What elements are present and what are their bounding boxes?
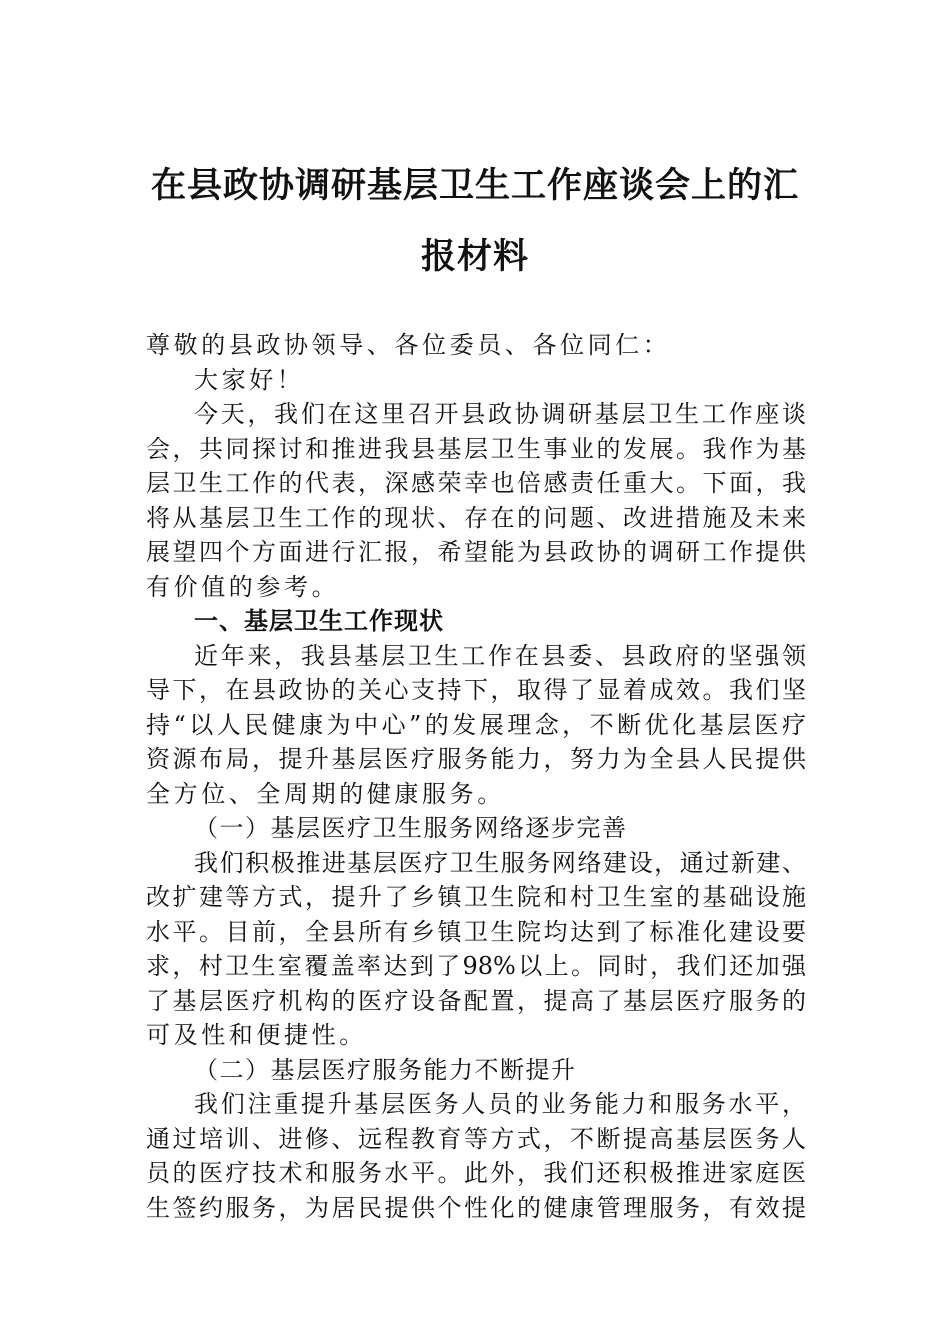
subsection-heading: （一）基层医疗卫生服务网络逐步完善 (194, 814, 628, 842)
subsection-heading: （二）基层医疗服务能力不断提升 (194, 1055, 577, 1084)
section-heading: 一、基层卫生工作现状 (194, 607, 444, 635)
paragraph-line: 了基层医疗机构的医疗设备配置，提高了基层医疗服务的 (146, 986, 806, 1015)
paragraph-line: 资源布局，提升基层医疗服务能力，努力为全县人民提供 (146, 745, 806, 773)
paragraph-line: 会，共同探讨和推进我县基层卫生事业的发展。我作为基 (146, 434, 806, 463)
paragraph-line: 全方位、全周期的健康服务。 (146, 779, 505, 808)
paragraph-line: 通过培训、进修、远程教育等方式，不断提高基层医务人 (146, 1124, 806, 1153)
paragraph-line: 有价值的参考。 (146, 572, 340, 601)
paragraph-line: 导下，在县政协的关心支持下，取得了显着成效。我们坚 (146, 676, 806, 704)
paragraph-line: 生签约服务，为居民提供个性化的健康管理服务，有效提 (146, 1193, 806, 1222)
document-title-line-1: 在县政协调研基层卫生工作座谈会上的汇 (150, 165, 799, 206)
paragraph-line: 求，村卫生室覆盖率达到了98%以上。同时，我们还加强 (146, 952, 806, 980)
paragraph-line: 员的医疗技术和服务水平。此外，我们还积极推进家庭医 (146, 1159, 806, 1187)
paragraph-line: 今天，我们在这里召开县政协调研基层卫生工作座谈 (194, 400, 806, 428)
paragraph-line: 持“以人民健康为中心”的发展理念，不断优化基层医疗 (146, 710, 806, 739)
paragraph-line: 层卫生工作的代表，深感荣幸也倍感责任重大。下面，我 (146, 469, 806, 497)
paragraph-line: 将从基层卫生工作的现状、存在的问题、改进措施及未来 (146, 503, 806, 532)
document-title-line-2: 报材料 (420, 236, 529, 277)
greeting: 大家好！ (194, 365, 305, 394)
paragraph-line: 展望四个方面进行汇报，希望能为县政协的调研工作提供 (146, 538, 806, 566)
paragraph-line: 我们注重提升基层医务人员的业务能力和服务水平， (194, 1090, 806, 1118)
paragraph-line: 水平。目前，全县所有乡镇卫生院均达到了标准化建设要 (146, 917, 806, 946)
salutation: 尊敬的县政协领导、各位委员、各位同仁： (146, 331, 671, 359)
paragraph-line: 可及性和便捷性。 (146, 1021, 367, 1049)
paragraph-line: 改扩建等方式，提升了乡镇卫生院和村卫生室的基础设施 (146, 883, 806, 911)
paragraph-line: 近年来，我县基层卫生工作在县委、县政府的坚强领 (194, 641, 806, 670)
paragraph-line: 我们积极推进基层医疗卫生服务网络建设，通过新建、 (194, 848, 806, 877)
document-body (146, 328, 806, 1225)
